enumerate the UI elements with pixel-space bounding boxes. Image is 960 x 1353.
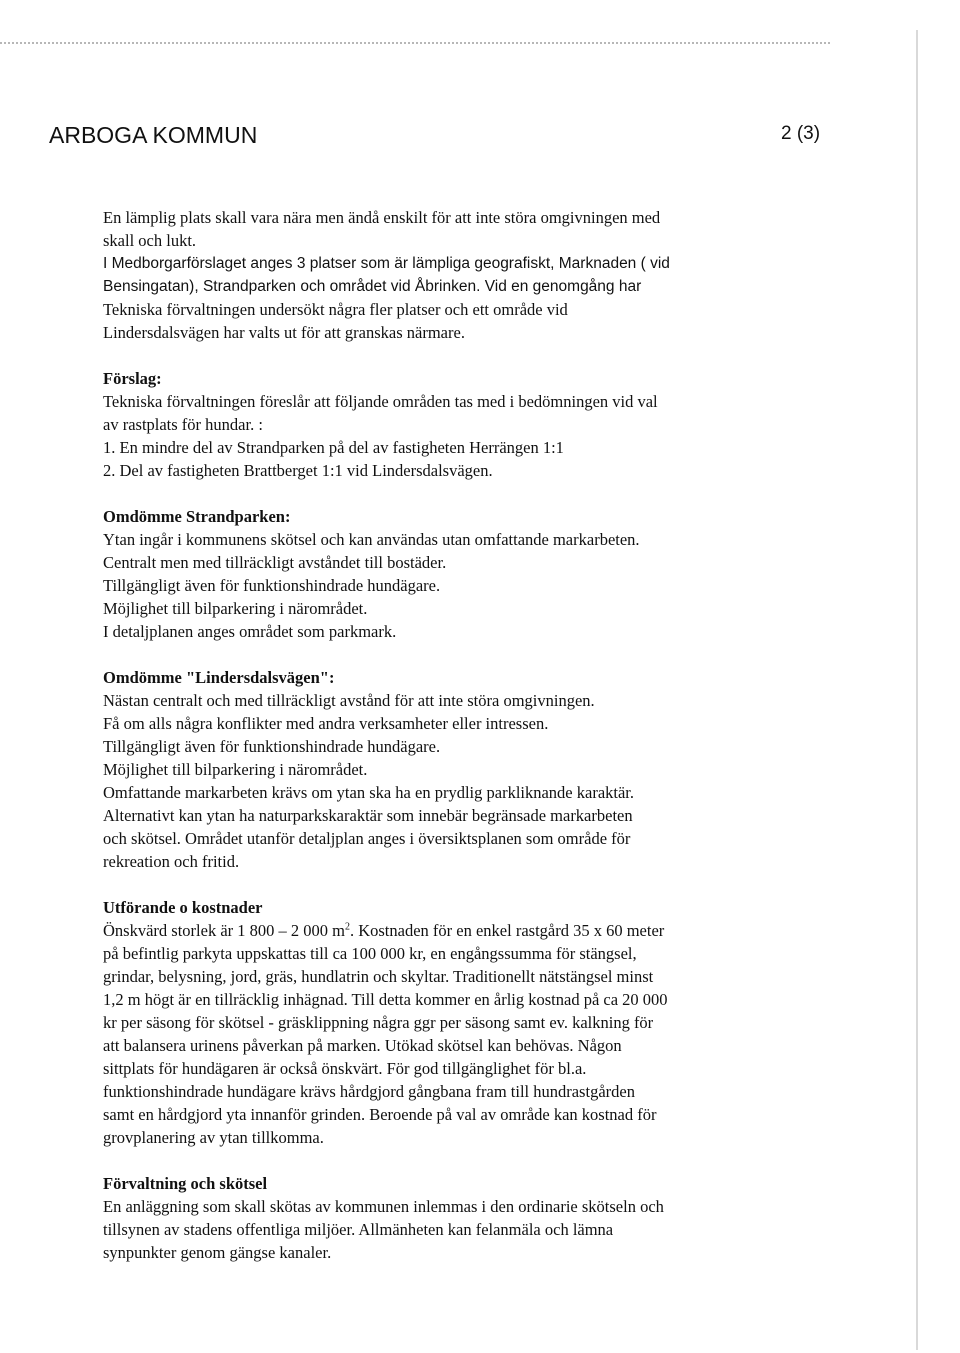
forslag-line: Tekniska förvaltningen föreslår att följande områden tas med i bedömningen vid val — [103, 392, 658, 411]
utforande-line: grovplanering av ytan tillkomma. — [103, 1128, 324, 1147]
strandparken-line: Ytan ingår i kommunens skötsel och kan användas utan omfattande markarbeten. — [103, 530, 640, 549]
utforande-line: sittplats för hundägaren är också önskvärt. För god tillgänglighet för bl.a. — [103, 1059, 587, 1078]
forslag-line: av rastplats för hundar. : — [103, 415, 263, 434]
strandparken-line: Möjlighet till bilparkering i närområdet. — [103, 599, 368, 618]
strandparken-heading: Omdömme Strandparken: — [103, 507, 291, 526]
intro-line: En lämplig plats skall vara nära men ändå enskilt för att inte störa omgivningen med — [103, 208, 661, 227]
lindersdalsvagen-section — [103, 666, 803, 873]
forslag-list-item: 1. En mindre del av Strandparken på del av fastigheten Herrängen 1:1 — [103, 438, 564, 457]
intro-line: Tekniska förvaltningen undersökt några fler platser och ett område vid — [103, 300, 568, 319]
forvaltning-line: synpunkter genom gängse kanaler. — [103, 1243, 332, 1262]
utforande-line-text: . Kostnaden för en enkel rastgård 35 x 60 meter — [349, 921, 665, 940]
utforande-line: på befintlig parkyta uppskattas till ca 100 000 kr, en engångssumma för stängsel, — [103, 944, 637, 963]
utforande-line: samt en hårdgjord yta innanför grinden. Beroende på val av område kan kostnad för — [103, 1105, 657, 1124]
intro-line: skall och lukt. — [103, 231, 197, 250]
intro-section — [103, 206, 803, 344]
forslag-heading: Förslag: — [103, 369, 162, 388]
organization-name: ARBOGA KOMMUN — [49, 122, 258, 148]
utforande-heading: Utförande o kostnader — [103, 898, 263, 917]
strandparken-section — [103, 505, 803, 643]
forvaltning-line: En anläggning som skall skötas av kommunen inlemmas i den ordinarie skötseln och — [103, 1197, 664, 1216]
utforande-line — [103, 919, 803, 942]
page-number: 2 (3) — [781, 123, 821, 144]
lindersdalsvagen-line: Tillgängligt även för funktionshindrade hundägare. — [103, 737, 441, 756]
forvaltning-line: tillsynen av stadens offentliga miljöer. Allmänheten kan felanmäla och lämna — [103, 1220, 614, 1239]
forvaltning-heading: Förvaltning och skötsel — [103, 1174, 268, 1193]
scan-artifact-top — [0, 42, 830, 44]
strandparken-line: Tillgängligt även för funktionshindrade hundägare. — [103, 576, 441, 595]
forslag-section — [103, 367, 803, 482]
lindersdalsvagen-heading: Omdömme "Lindersdalsvägen": — [103, 668, 335, 687]
forvaltning-section — [103, 1172, 803, 1264]
utforande-line: kr per säsong för skötsel - gräsklippning några ggr per säsong samt ev. kalkning för — [103, 1013, 654, 1032]
area-unit-superscript: 2 — [344, 921, 350, 933]
lindersdalsvagen-line: Nästan centralt och med tillräckligt avstånd för att inte störa omgivningen. — [103, 691, 595, 710]
utforande-line: funktionshindrade hundägare krävs hårdgjord gångbana fram till hundrastgården — [103, 1082, 635, 1101]
lindersdalsvagen-line: Omfattande markarbeten krävs om ytan ska ha en prydlig parkliknande karaktär. — [103, 783, 635, 802]
utforande-line: grindar, belysning, jord, gräs, hundlatrin och skyltar. Traditionellt nätstängsel minst — [103, 967, 654, 986]
lindersdalsvagen-line: Få om alls några konflikter med andra verksamheter eller intressen. — [103, 714, 549, 733]
utforande-section — [103, 896, 803, 1149]
intro-line: I Medborgarförslaget anges 3 platser som är lämpliga geografiskt, Marknaden ( vid — [103, 255, 670, 272]
intro-line: Bensingatan), Strandparken och området vid Åbrinken. Vid en genomgång har — [103, 278, 642, 295]
strandparken-line: Centralt men med tillräckligt avståndet till bostäder. — [103, 553, 447, 572]
intro-line: Lindersdalsvägen har valts ut för att granskas närmare. — [103, 323, 465, 342]
lindersdalsvagen-line: rekreation och fritid. — [103, 852, 240, 871]
forslag-list-item: 2. Del av fastigheten Brattberget 1:1 vid Lindersdalsvägen. — [103, 461, 493, 480]
lindersdalsvagen-line: och skötsel. Området utanför detaljplan anges i översiktsplanen som område för — [103, 829, 631, 848]
utforande-line: 1,2 m högt är en tillräcklig inhägnad. Till detta kommer en årlig kostnad på ca 20 000 — [103, 990, 668, 1009]
lindersdalsvagen-line: Möjlighet till bilparkering i närområdet. — [103, 760, 368, 779]
utforande-line-text: Önskvärd storlek är 1 800 – 2 000 m — [103, 921, 345, 940]
strandparken-line: I detaljplanen anges området som parkmark. — [103, 622, 397, 641]
scan-artifact-right — [916, 30, 918, 1350]
lindersdalsvagen-line: Alternativt kan ytan ha naturparkskaraktär som innebär begränsade markarbeten — [103, 806, 633, 825]
utforande-line: att balansera urinens påverkan på marken. Utökad skötsel kan behövas. Någon — [103, 1036, 622, 1055]
document-body — [103, 206, 803, 1264]
